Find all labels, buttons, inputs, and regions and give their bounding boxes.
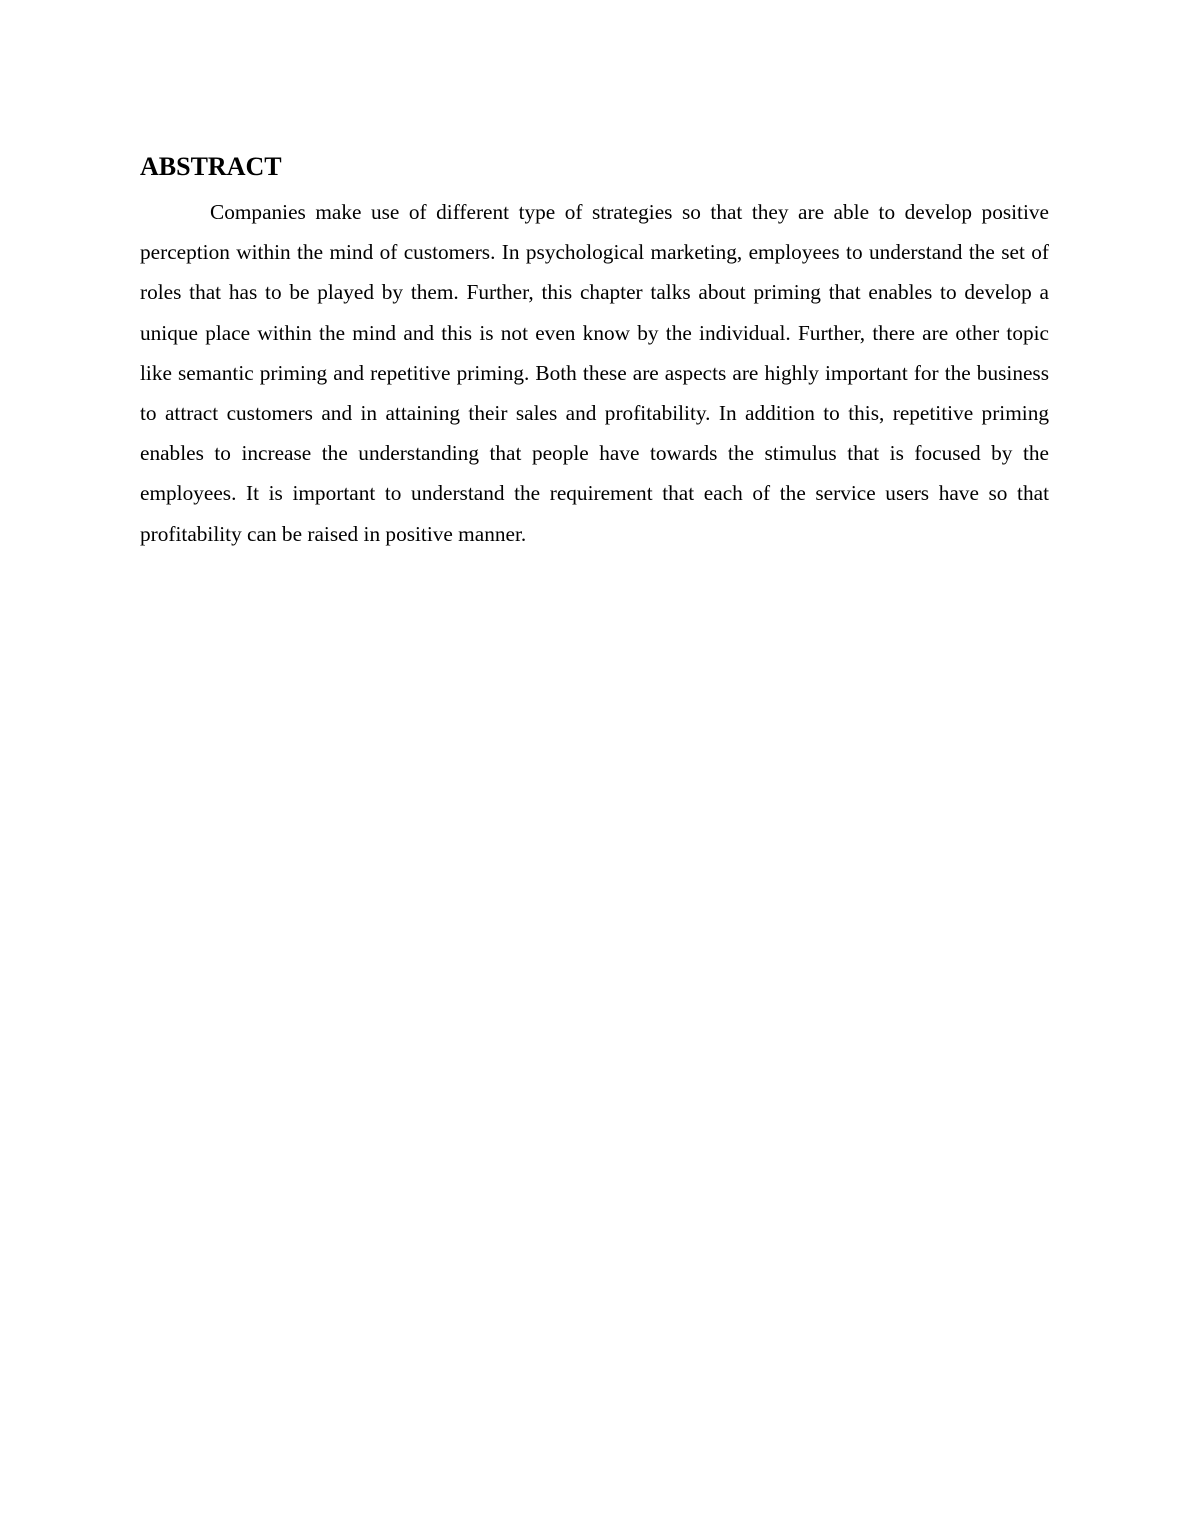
- page-content: [140, 150, 1049, 554]
- abstract-heading: ABSTRACT: [140, 152, 282, 181]
- abstract-paragraph: Companies make use of different type of strategies so that they are able to develop positive perception within the mind of customers. In psychological marketing, employees to understand the set of roles that has to be played by them. Further, this chapter talks about priming that enables to develop a unique place within the mind and this is not even know by the individual. Further, there are other topic like semantic priming and repetitive priming. Both these are aspects are highly important for the business to attract customers and in attaining their sales and profitability. In addition to this, repetitive priming enables to increase the understanding that people have towards the stimulus that is focused by the employees. It is important to understand the requirement that each of the service users have so that profitability can be raised in positive manner.: [140, 200, 1049, 546]
